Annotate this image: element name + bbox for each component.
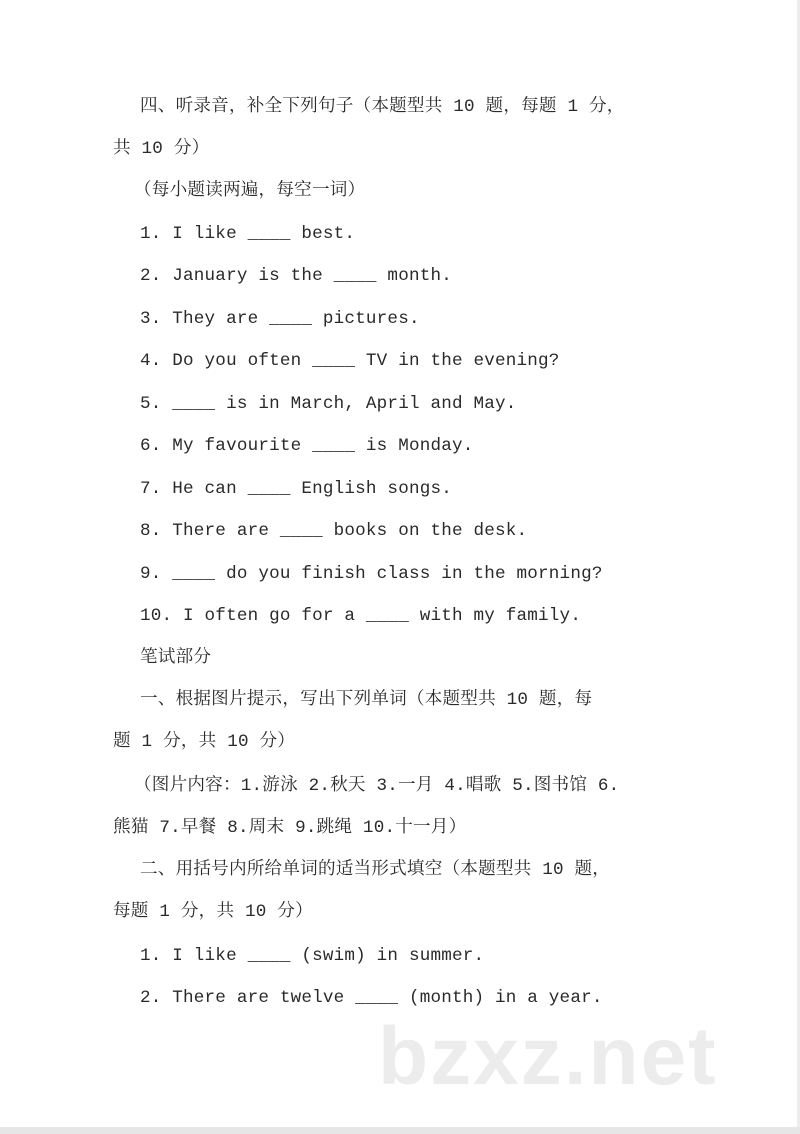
question-item: 10. I often go for a ____ with my family. (140, 606, 582, 626)
part1-note-cont: 熊猫 7.早餐 8.周末 9.跳绳 10.十一月） (113, 818, 467, 838)
page-bottom-border (0, 1127, 800, 1134)
question-item: 2. January is the ____ month. (140, 266, 452, 286)
part1-note: （图片内容：1.游泳 2.秋天 3.一月 4.唱歌 5.图书馆 6. (134, 776, 620, 796)
question-item: 3. They are ____ pictures. (140, 309, 420, 329)
question-item: 7. He can ____ English songs. (140, 479, 452, 499)
question-item: 1. I like ____ (swim) in summer. (140, 946, 485, 966)
part1-heading-cont: 题 1 分，共 10 分） (113, 732, 296, 752)
part2-heading-cont: 每题 1 分，共 10 分） (113, 902, 313, 922)
section-heading: 四、听录音，补全下列句子（本题型共 10 题，每题 1 分， (140, 97, 625, 117)
section-note: （每小题读两遍，每空一词） (134, 181, 366, 201)
question-item: 5. ____ is in March, April and May. (140, 394, 517, 414)
written-section-title: 笔试部分 (140, 648, 212, 668)
watermark: bzxz.net (378, 1011, 718, 1102)
question-item: 9. ____ do you finish class in the morning? (140, 564, 603, 584)
question-item: 1. I like ____ best. (140, 224, 356, 244)
question-item: 6. My favourite ____ is Monday. (140, 436, 474, 456)
question-item: 2. There are twelve ____ (month) in a year. (140, 988, 603, 1008)
section-heading-cont: 共 10 分） (113, 139, 210, 159)
part2-heading: 二、用括号内所给单词的适当形式填空（本题型共 10 题， (140, 860, 611, 880)
question-item: 8. There are ____ books on the desk. (140, 521, 528, 541)
part1-heading: 一、根据图片提示，写出下列单词（本题型共 10 题，每 (140, 690, 593, 710)
question-item: 4. Do you often ____ TV in the evening? (140, 351, 560, 371)
